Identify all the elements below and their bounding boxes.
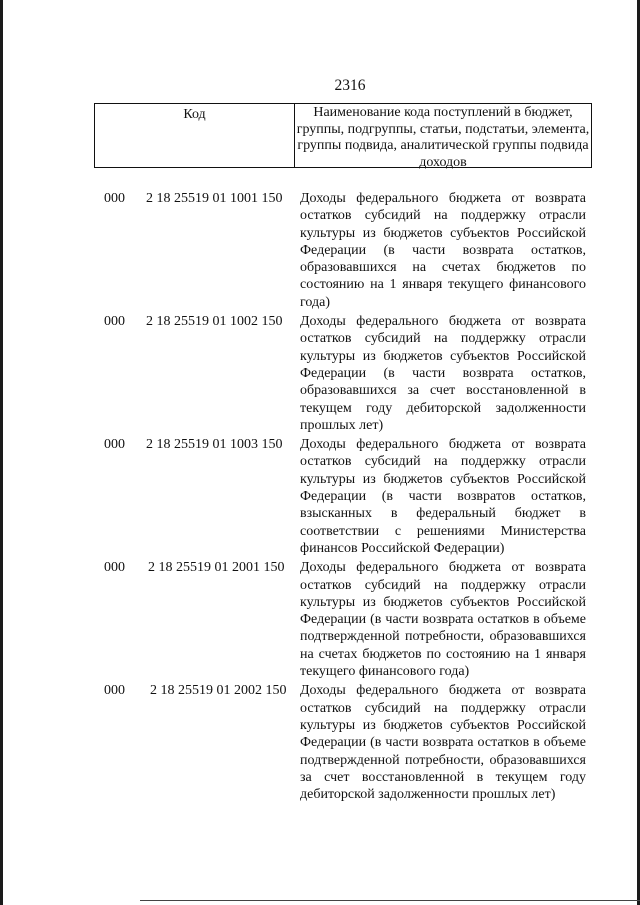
admin-code: 000: [104, 314, 125, 330]
table-row: [0, 559, 640, 680]
table-header: [94, 103, 592, 168]
revenue-code: 2 18 25519 01 2002 150: [150, 683, 287, 699]
admin-code: 000: [104, 437, 125, 453]
page-number: 2316: [334, 77, 366, 94]
table-row: [0, 190, 640, 311]
admin-code: 000: [104, 683, 125, 699]
table-row: [0, 682, 640, 803]
table-body: [0, 190, 640, 803]
admin-code: 000: [104, 560, 125, 576]
header-code-column: Код: [95, 104, 295, 167]
table-row: [0, 436, 640, 557]
revenue-description: Доходы федерального бюджета от возврата остатков субсидий на поддержку отрасли культуры из бюджетов субъектов Российской Федерации (в части возврата остатков, образовавшихся на счетах бюджетов по состоянию на 1 января текущего финансового года): [300, 191, 586, 310]
admin-code: 000: [104, 191, 125, 206]
revenue-description: Доходы федерального бюджета от возврата остатков субсидий на поддержку отрасли культуры из бюджетов субъектов Российской Федерации (в части возврата остатков в объеме подтвержденной потребности, образовавшихся на счетах бюджетов по состоянию на 1 января текущего финансового года): [300, 560, 586, 680]
revenue-description: Доходы федерального бюджета от возврата остатков субсидий на поддержку отрасли культуры из бюджетов субъектов Российской Федерации (в части возврата остатков, образовавшихся за счет восстановленной в текущем году дебиторской задолженности прошлых лет): [300, 314, 586, 433]
revenue-code: 2 18 25519 01 1001 150: [146, 191, 283, 206]
page-bottom-line: [140, 900, 640, 901]
revenue-code: 2 18 25519 01 2001 150: [148, 560, 285, 576]
revenue-code: 2 18 25519 01 1003 150: [146, 437, 283, 453]
revenue-code: 2 18 25519 01 1002 150: [146, 314, 283, 330]
revenue-description: Доходы федерального бюджета от возврата остатков субсидий на поддержку отрасли культуры из бюджетов субъектов Российской Федерации (в части возвратов остатков, взысканных в федеральный бюджет в соответствии с решениями Министерства финансов Российской Федерации): [300, 437, 586, 556]
header-name-column: Наименование кода поступлений в бюджет, группы, подгруппы, статьи, подстатьи, элемента, группы подвида, аналитической группы подвида доходов: [296, 105, 590, 170]
table-row: [0, 313, 640, 434]
revenue-description: Доходы федерального бюджета от возврата остатков субсидий на поддержку отрасли культуры из бюджетов субъектов Российской Федерации (в части возврата остатков в объеме подтвержденной потребности, образовавшихся за счет восстановленной в текущем году дебиторской задолженности прошлых лет): [300, 683, 586, 803]
